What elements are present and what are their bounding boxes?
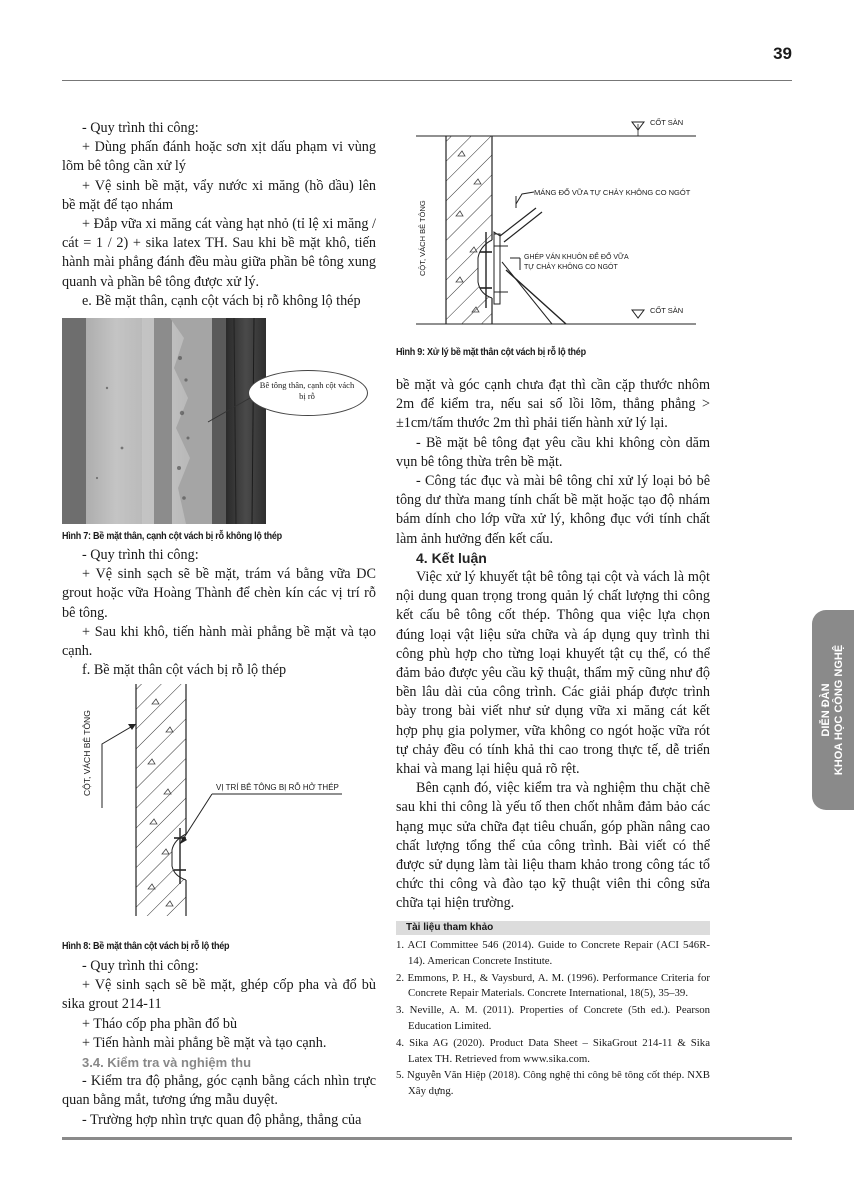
paragraph: + Sau khi khô, tiến hành mài phẳng bề mặt và tạo cạnh. bbox=[62, 623, 376, 660]
references-heading: Tài liệu tham khảo bbox=[396, 921, 710, 935]
paragraph: + Đắp vữa xi măng cát vàng hạt nhỏ (tỉ lệ xi măng / cát = 1 / 2) + sika latex TH. Sau khi bề mặt khô, tiến hành mài phẳng đánh đều màu giữa phần bê tông xung quanh và phần bê tông được xử lý. bbox=[62, 216, 376, 290]
paragraph: + Vệ sinh sạch sẽ bề mặt, ghép cốp pha và đổ bù sika grout 214-11 bbox=[62, 977, 376, 1013]
figure-9-cot-san-top: CỐT SÀN bbox=[650, 118, 684, 127]
paragraph: Việc xử lý khuyết tật bê tông tại cột và vách là một nội dung quan trọng trong quản lý chất lượng thi công kết cấu bê tông cốt thép. Thông qua việc lựa chọn đúng loại vật liệu sửa chữa và áp dụng quy trình thi công phù hợp cho từng loại khuyết tật cụ thể, có thể đảm bảo được yêu cầu kỹ thuật, thẩm mỹ cũng như độ bền lâu dài của công trình. Các giải pháp được trình bày trong bài viết như sử dụng vữa xi măng cát kết hợp phụ gia polymer, vữa không co ngót hoặc vữa rót tự chảy đều có tính khả thi cao trong thực tế, dễ triển khai và mang lại hiệu quả rõ rệt. bbox=[396, 569, 710, 778]
figure-8-position-label: VỊ TRÍ BÊ TÔNG BỊ RỖ HỞ THÉP bbox=[216, 783, 339, 792]
figure-8-drawing bbox=[62, 684, 376, 934]
paragraph: e. Bề mặt thân, cạnh cột vách bị rỗ không lộ thép bbox=[82, 292, 361, 309]
figure-7-callout-text: Bê tông thân, cạnh cột vách bị rỗ bbox=[259, 380, 355, 401]
figure-8-column-label: CỘT, VÁCH BÊ TÔNG bbox=[82, 710, 92, 796]
paragraph: Bên cạnh đó, việc kiểm tra và nghiệm thu chặt chẽ sau khi thi công là yếu tố then chốt nhằm đảm bảo các hạng mục sửa chữa đạt tiêu chuẩn, góp phần nâng cao chất lượng tổng thể của công trình. Bài viết có thể được sử dụng làm tài liệu tham khảo trong công tác tổ chức thi công và đào tạo kỹ thuật viên thi công sửa chữa tại hiện trường. bbox=[396, 780, 710, 912]
reference-item: 4. Sika AG (2020). Product Data Sheet – SikaGrout 214-11 & Sika Latex TH. Retrieved from www.sika.com. bbox=[396, 1036, 710, 1065]
references-list bbox=[396, 938, 710, 1101]
left-text-block-2 bbox=[62, 546, 376, 680]
figure-8 bbox=[62, 684, 376, 934]
paragraph: - Quy trình thi công: bbox=[82, 120, 199, 136]
figure-9-column-label: CỘT, VÁCH BÊ TÔNG bbox=[418, 200, 427, 276]
reference-item: 5. Nguyễn Văn Hiệp (2018). Công nghệ thi công bê tông cốt thép. NXB Xây dựng. bbox=[396, 1069, 710, 1098]
paragraph: f. Bề mặt thân cột vách bị rỗ lộ thép bbox=[82, 662, 287, 679]
page-number: 39 bbox=[773, 44, 792, 63]
paragraph: + Vệ sinh sạch sẽ bề mặt, trám vá bằng vữa DC grout hoặc vữa Hoàng Thành để chèn kín các vị trí rỗ bê tông. bbox=[62, 566, 376, 621]
footer-rule bbox=[62, 1137, 792, 1140]
figure-9 bbox=[396, 112, 710, 340]
section-heading-4: 4. Kết luận bbox=[416, 549, 487, 566]
paragraph: - Quy trình thi công: bbox=[82, 958, 199, 974]
side-tab-line-1: DIỄN ĐÀN bbox=[820, 683, 832, 737]
figure-9-cot-san-bottom: CỐT SÀN bbox=[650, 306, 684, 315]
section-side-tab-text bbox=[812, 610, 854, 810]
paragraph: + Tháo cốp pha phần đổ bù bbox=[82, 1015, 238, 1032]
figure-9-mang-label: MÁNG ĐỔ VỮA TỰ CHẢY KHÔNG CO NGÓT bbox=[534, 188, 691, 197]
side-tab-line-2: KHOA HỌC CÔNG NGHỆ bbox=[833, 644, 845, 776]
paragraph: - Trường hợp nhìn trực quan độ phẳng, thẳng của bbox=[82, 1111, 362, 1128]
reference-item: 1. ACI Committee 546 (2014). Guide to Concrete Repair (ACI 546R-14). American Concrete Institute. bbox=[396, 939, 710, 967]
reference-item: 2. Emmons, P. H., & Vaysburd, A. M. (1996). Performance Criteria for Concrete Repair Materials. Concrete International, 18(5), 35–39. bbox=[396, 971, 710, 1000]
figure-9-caption: Hình 9: Xử lý bề mặt thân cột vách bị rỗ lộ thép bbox=[396, 346, 586, 358]
paragraph: - Kiểm tra độ phẳng, góc cạnh bằng cách nhìn trực quan bằng mắt, tương ứng mẫu duyệt. bbox=[62, 1073, 376, 1109]
figure-7 bbox=[62, 318, 376, 524]
paragraph: - Bề mặt bê tông đạt yêu cầu khi không còn dăm vụn bê tông thừa trên bề mặt. bbox=[396, 434, 710, 470]
left-text-block-1 bbox=[62, 119, 376, 311]
header-rule bbox=[62, 80, 792, 81]
paragraph: - Quy trình thi công: bbox=[82, 547, 199, 563]
figure-7-caption: Hình 7: Bề mặt thân, cạnh cột vách bị rỗ không lộ thép bbox=[62, 530, 282, 542]
paragraph: + Vệ sinh bề mặt, vẩy nước xi măng (hồ dầu) lên bề mặt để tạo nhám bbox=[62, 177, 376, 213]
figure-7-leader-line bbox=[62, 318, 376, 524]
paragraph: + Tiến hành mài phẳng bề mặt và tạo cạnh. bbox=[82, 1034, 327, 1051]
reference-item: 3. Neville, A. M. (2011). Properties of Concrete (5th ed.). Pearson Education Limited. bbox=[396, 1004, 710, 1032]
side-tab-label bbox=[820, 645, 846, 775]
paragraph: + Dùng phấn đánh hoặc sơn xịt dấu phạm vi vùng lõm bê tông cần xử lý bbox=[62, 139, 376, 175]
paragraph: bề mặt và góc cạnh chưa đạt thì cần cặp thước nhôm 2m để kiểm tra, nếu sai số lồi lõm, thẳng phẳng > ±1cm/tấm thước 2m thì phải tiến hành xử lý lại. bbox=[396, 377, 710, 432]
left-text-block-3 bbox=[62, 957, 376, 1130]
section-heading-3-4: 3.4. Kiểm tra và nghiệm thu bbox=[82, 1055, 252, 1071]
figure-9-ghep-label-2: TỰ CHẢY KHÔNG CO NGÓT bbox=[524, 264, 618, 271]
figure-9-ghep-label-1: GHÉP VÁN KHUÔN ĐỂ ĐỔ VỮA bbox=[524, 254, 629, 261]
paragraph: - Công tác đục và mài bê tông chỉ xử lý loại bỏ bê tông dư thừa mang tính chất bề mặt hoặc tạo độ nhám bám dính cho lớp vữa xử lý, không đục với tính chất làm ảnh hưởng đến kết cấu. bbox=[396, 473, 710, 547]
figure-8-caption: Hình 8: Bề mặt thân cột vách bị rỗ lộ thép bbox=[62, 940, 230, 952]
right-text-block bbox=[396, 376, 710, 914]
